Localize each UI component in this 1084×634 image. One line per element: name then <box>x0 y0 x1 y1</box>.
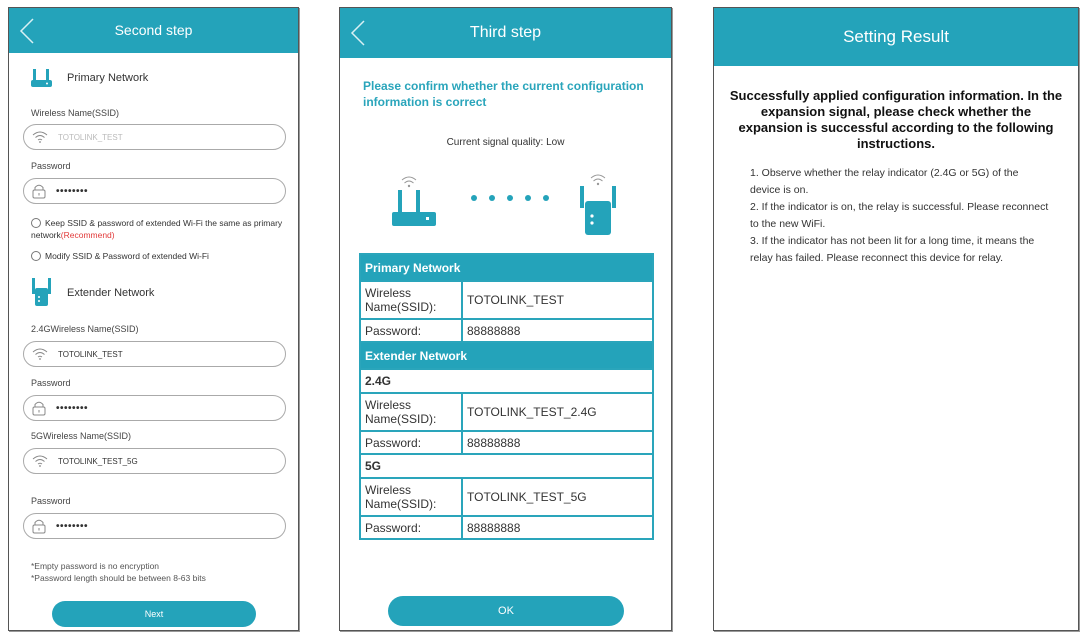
back-icon[interactable] <box>19 18 35 44</box>
primary-network-header: Primary Network <box>360 254 653 281</box>
password5-label: Password <box>31 496 71 506</box>
extender-password24-input[interactable]: •••••••• <box>23 395 286 421</box>
note-empty-password: *Empty password is no encryption <box>31 561 160 571</box>
instruction-list <box>750 165 1050 267</box>
page-title: Second step <box>114 22 193 38</box>
wifi-icon <box>32 455 48 467</box>
success-message: Successfully applied configuration information. In the expansion signal, please check whether the expansion is successful according to the following instructions. <box>729 88 1063 151</box>
extender-network-header: Extender Network <box>360 342 653 369</box>
header-bar <box>9 8 298 53</box>
table-row: Wireless Name(SSID): TOTOLINK_TEST_2.4G <box>360 393 653 431</box>
instruction-item: 2. If the indicator is on, the relay is successful. Please reconnect to the new WiFi. <box>750 201 1049 230</box>
ssid24-label: 2.4GWireless Name(SSID) <box>31 324 139 334</box>
band-5g-label: 5G <box>360 454 653 478</box>
extender-ssid5-input[interactable]: TOTOLINK_TEST_5G <box>23 448 286 474</box>
connection-illustration <box>340 168 673 238</box>
signal-quality: Current signal quality: Low <box>446 137 565 148</box>
radio-button[interactable] <box>31 251 41 261</box>
next-button[interactable]: Next <box>52 601 256 627</box>
radio-button[interactable] <box>31 218 41 228</box>
table-row: Wireless Name(SSID): TOTOLINK_TEST <box>360 281 653 319</box>
modify-option[interactable]: Modify SSID & Password of extended Wi-Fi <box>31 250 286 262</box>
lock-icon <box>32 400 46 416</box>
table-row: Password: 88888888 <box>360 516 653 539</box>
router-icon <box>392 177 436 226</box>
page-title: Setting Result <box>843 27 949 46</box>
lock-icon <box>32 183 46 199</box>
password24-label: Password <box>31 378 71 388</box>
ssid-label: Wireless Name(SSID) <box>31 108 120 118</box>
instruction-item: 3. If the indicator has not been lit for a long time, it means the relay has failed. Please reconnect this device for relay. <box>750 235 1035 264</box>
header-bar <box>340 8 671 58</box>
extender-icon <box>31 278 53 308</box>
confirm-instruction: Please confirm whether the current configuration information is correct <box>363 79 644 109</box>
extender-password5-input[interactable]: •••••••• <box>23 513 286 539</box>
connection-dots-icon <box>471 195 549 201</box>
second-step-screen <box>8 7 299 631</box>
note-password-length: *Password length should be between 8-63 bits <box>31 573 206 583</box>
config-summary-table <box>359 253 654 540</box>
back-icon[interactable] <box>350 20 366 46</box>
extender-network-heading: Extender Network <box>31 278 154 308</box>
wifi-icon <box>32 131 48 143</box>
password-label: Password <box>31 161 71 171</box>
keep-same-option[interactable]: Keep SSID & password of extended Wi-Fi the same as primary network(Recommend) <box>31 218 283 240</box>
instruction-item: 1. Observe whether the relay indicator (2.4G or 5G) of the device is on. <box>750 167 1019 196</box>
router-icon <box>31 68 53 88</box>
primary-password-input[interactable]: •••••••• <box>23 178 286 204</box>
header-bar <box>714 8 1078 66</box>
extender-ssid24-input[interactable]: TOTOLINK_TEST <box>23 341 286 367</box>
setting-result-screen <box>713 7 1079 631</box>
table-row: Password: 88888888 <box>360 431 653 454</box>
third-step-screen <box>339 7 672 631</box>
ok-button[interactable]: OK <box>388 596 624 626</box>
primary-network-heading: Primary Network <box>31 68 148 88</box>
band-24g-label: 2.4G <box>360 369 653 393</box>
table-row: Wireless Name(SSID): TOTOLINK_TEST_5G <box>360 478 653 516</box>
primary-ssid-input[interactable]: TOTOLINK_TEST <box>23 124 286 150</box>
page-title: Third step <box>469 24 542 41</box>
lock-icon <box>32 518 46 534</box>
table-row: Password: 88888888 <box>360 319 653 342</box>
wifi-icon <box>32 348 48 360</box>
extender-icon <box>580 175 616 235</box>
ssid5-label: 5GWireless Name(SSID) <box>31 431 132 441</box>
